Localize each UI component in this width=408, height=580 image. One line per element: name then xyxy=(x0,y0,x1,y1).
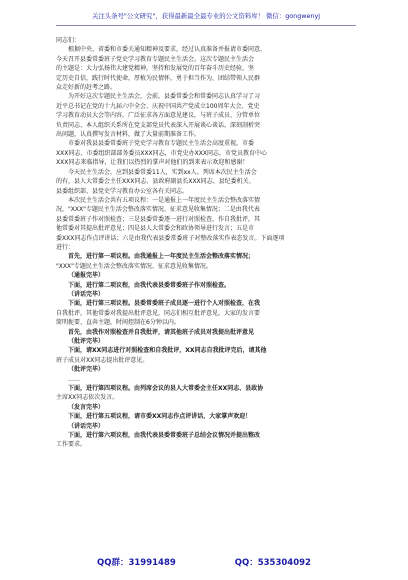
body-line: 下面，请XX同志进行对照检查和自我批评，XX同志自我批评完后，请其他 xyxy=(68,347,267,355)
stage-note: （批评完毕） xyxy=(68,338,105,345)
body-line: 今天召开县委常委班子党史学习教育专题民主生活会。这次专题民主生活会 xyxy=(56,55,255,63)
page-header: 关注头条号"公文研究"，获得最新最全最专业的公文资料库！ 微信：gongwenyj xyxy=(56,10,356,26)
body-line: 今天民主生活会，应到县委常委11人，实到xx人。列席本次民主生活会 xyxy=(68,168,257,176)
stage-note: （批评完毕） xyxy=(68,366,105,374)
footer-qq: QQ：535304092 xyxy=(234,558,311,568)
body-line: 况，"XXX"专题民主生活会整改落实情况、征求意见收集情况；二是由我代表 xyxy=(56,206,260,214)
agenda-item-4: 下面，进行第四项议程。由列席会议的县人大常委会主任XX同志、县政协 xyxy=(68,385,264,393)
body-line: 市委对我县县委常委班子党史学习教育专题民主生活会高度重视，市委 xyxy=(68,140,255,148)
body-line: 定历史自信，践行时代使命，厚植为民情怀，勇于担当作为，团结带领人民群 xyxy=(56,74,261,82)
body-line: 班子成员对XX同志提出批评意见。 xyxy=(56,356,149,364)
footer-qq-group: QQ群：31991489 xyxy=(97,558,176,568)
stage-note: （讲话完毕） xyxy=(68,422,105,430)
agenda-item-6: 下面，进行第六项议程，由我代表县委常委班子总结会议情况并提出整改 xyxy=(68,432,261,440)
body-line: 县委组织部、县党史学习教育办公室各有关同志。 xyxy=(56,187,189,195)
body-line: 工作要求。 xyxy=(56,441,87,449)
body-line: 他常委对其提出批评意见；四是县人大常委会和政协领导进行发言；五是市 xyxy=(56,225,255,233)
body-line: 的有，县人大常委会主任XXX同志、县政府副县长XXX同志、县纪委机关、 xyxy=(56,178,255,186)
stage-note: （讲话完毕） xyxy=(68,290,105,298)
agenda-item-1: 首先，进行第一项议程。由我通报上一年度民主生活会整改落实情况； xyxy=(68,253,255,261)
page-footer xyxy=(0,556,408,570)
body-line: 简明扼要、直奔主题，时间控制在6分钟以内。 xyxy=(56,319,180,327)
body-line: 本次民主生活会共有五项议程：一是通报上一年度民主生活会整改落实情 xyxy=(68,196,261,204)
body-line: 县委常委班子作对照检查；三是县委常委逐一进行对照检查，作自我批评，其 xyxy=(56,215,261,223)
agenda-item-5: 下面，进行第五项议程，请市委XX同志作点评讲话，大家掌声欢迎！ xyxy=(68,413,252,421)
stage-note: （通报完毕） xyxy=(68,272,105,280)
body-line: "XXX"专题民主生活会整改落实情况、征求意见收集情况。 xyxy=(56,262,212,270)
stage-note: （发言完毕） xyxy=(68,403,105,411)
body-line: 出问题，认真撰写发言材料，做了大量前期准备工作。 xyxy=(56,131,201,139)
body-line: 首先，由我作对照检查并自我批评，请其他班子成员对我提出批评意见 xyxy=(68,328,255,336)
body-line: 委XXX同志作点评讲话；六是由我代表县委常委班子对整改落实作表态发言。下面逐项 xyxy=(56,234,285,242)
body-line: XXX同志来临指导，让我们以热烈的掌声对他们的到来表示欢迎和感谢！ xyxy=(56,159,249,167)
body-line: 根据中央、省委和市委关通知精神及要求，经过认真准备并报请市委同意， xyxy=(68,46,267,54)
body-line: XXX同志、市委组织部部务委员XXX同志，市党史办XXX同志，市党员教育中心 xyxy=(56,149,267,157)
body-line: 众走好新的赶考之路。 xyxy=(56,84,117,92)
body-line: 学习教育动员大会等内容，广泛征求各方面意见建议，与班子成员、分管单位 xyxy=(56,112,261,120)
body-line: 进行： xyxy=(56,243,75,251)
body-line: 负责同志、本人组织关系所在党支部党员代表深入开展谈心谈话，深刻剖析突 xyxy=(56,121,261,129)
document-body xyxy=(56,36,356,541)
ellipsis: …… xyxy=(68,375,80,383)
agenda-item-3: 下面，进行第三项议程。县委常委班子成员逐一进行个人对照检查，在我 xyxy=(68,300,261,308)
agenda-item-2: 下面，进行第二项议程，由我代表县委常委班子作对照检查。 xyxy=(68,281,231,289)
body-line: 为开好这次专题民主生活会，会前，县委常委会和常委同志认真学习了习 xyxy=(68,93,261,101)
body-line: 近平总书记在党的十九届六中全会、庆祝中国共产党成立100周年大会、党史 xyxy=(56,102,260,110)
salutation: 同志们： xyxy=(56,37,81,44)
body-line: 主席XX同志依次发言。 xyxy=(56,394,119,402)
body-line: 的主题是：大力弘扬伟大建党精神，坚持和发展党的百年奋斗历史经验，坚 xyxy=(56,65,255,73)
body-line: 自我批评，其他常委对我提出批评意见，同志们相互批评意见，大家的发言要 xyxy=(56,309,261,317)
